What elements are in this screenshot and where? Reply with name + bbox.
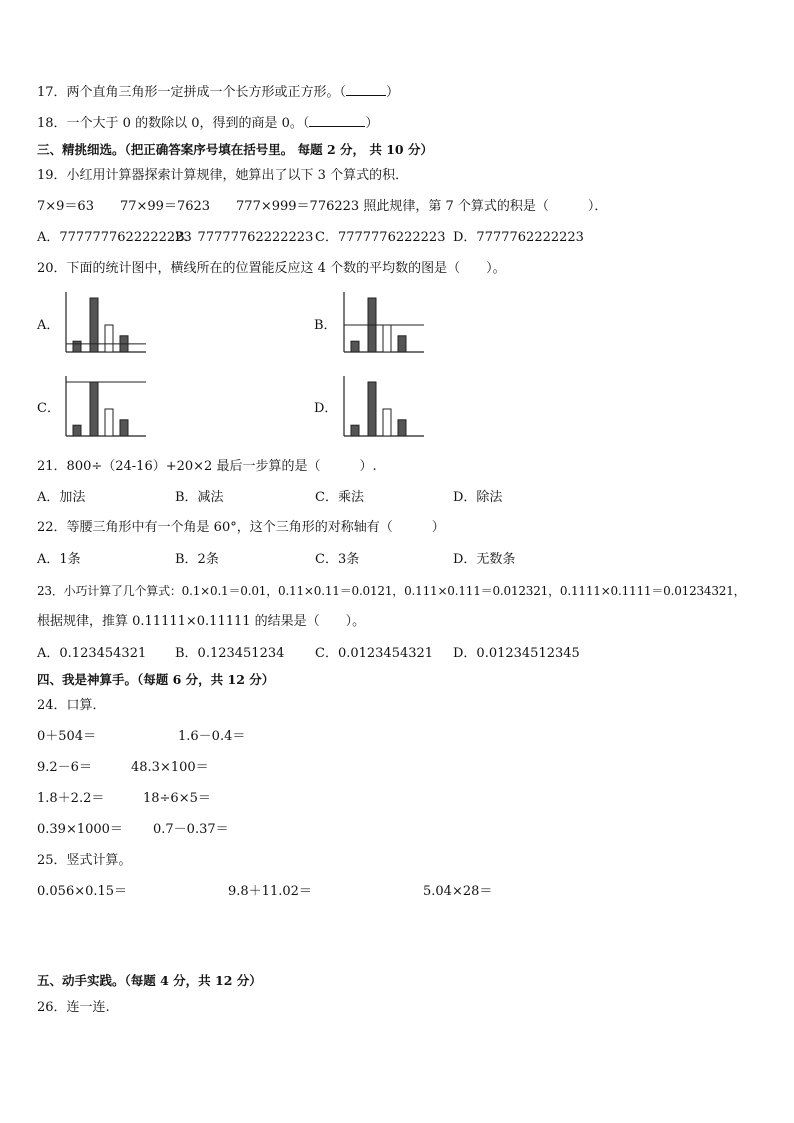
mental-calc-6: 18÷6×5＝ [143,791,211,806]
option-19-d[interactable]: D．7777762222223 [453,230,584,245]
mental-calc-1: 0＋504＝ [37,729,97,744]
vertical-calc-3: 5.04×28＝ [423,884,493,899]
option-22-c[interactable]: C．3条 [315,552,360,567]
bar-a-3 [105,325,113,352]
question-21-stem: 21．800÷（24-16）+20×2 最后一步算的是（ ）. [37,459,377,474]
mental-calc-8: 0.7－0.37＝ [153,822,229,837]
option-21-b[interactable]: B．减法 [175,490,224,505]
bar-a-1 [73,341,81,352]
bar-chart-b[interactable] [340,292,430,358]
mental-calc-3: 9.2－6＝ [37,760,92,775]
option-23-c[interactable]: C．0.0123454321 [315,646,434,661]
answer-blank-18[interactable] [309,115,365,127]
bar-chart-c[interactable] [62,376,152,442]
option-22-b[interactable]: B．2条 [175,552,219,567]
bar-c-3 [105,409,113,436]
section-5-heading: 五、动手实践。（每题 4 分，共 12 分） [37,973,262,988]
question-23-stem: 23．小巧计算了几个算式：0.1×0.1＝0.01，0.11×0.11＝0.0121，0.111×0.111＝0.012321，0.1111×0.1111＝0.01234321， [37,584,746,598]
bar-d-3 [383,409,391,436]
option-21-c[interactable]: C．乘法 [315,490,364,505]
bar-c-1 [73,425,81,436]
bar-b-4 [398,336,406,352]
question-18-text: 18．一个大于 0 的数除以 0，得到的商是 0。（ [37,116,310,131]
question-26-stem: 26．连一连. [37,1000,110,1015]
question-24-stem: 24．口算． [37,698,106,713]
bar-b-1 [351,341,359,352]
mental-calc-5: 1.8＋2.2＝ [37,791,105,806]
mental-calc-2: 1.6－0.4＝ [178,729,246,744]
bar-c-4 [120,420,128,436]
bar-b-3 [383,325,391,352]
bar-d-2 [368,382,376,436]
question-17-text: 17．两个直角三角形一定拼成一个长方形或正方形。（ [37,85,347,100]
chart-label-c[interactable]: C． [37,401,60,416]
question-22-stem: 22．等腰三角形中有一个角是 60°，这个三角形的对称轴有（ ） [37,520,445,535]
chart-label-b[interactable]: B． [314,318,337,333]
option-23-b[interactable]: B．0.123451234 [175,646,285,661]
option-23-a[interactable]: A．0.123454321 [37,646,147,661]
question-25-stem: 25．竖式计算。 [37,853,132,868]
option-19-b[interactable]: B．77777762222223 [175,230,314,245]
option-22-d[interactable]: D．无数条 [453,552,516,567]
mental-calc-7: 0.39×1000＝ [37,822,123,837]
question-20-stem: 20．下面的统计图中，横线所在的位置能反应这 4 个数的平均数的图是（ ）。 [37,261,506,276]
section-4-heading: 四、我是神算手。（每题 6 分，共 12 分） [37,672,275,687]
option-21-a[interactable]: A．加法 [37,490,86,505]
question-17 [37,84,399,101]
question-19-stem: 19．小红用计算器探索计算规律，她算出了以下 3 个算式的积． [37,168,409,183]
bar-chart-a[interactable] [62,292,152,358]
question-18-close: ） [365,116,379,131]
question-19-line2: 7×9＝63 77×99＝7623 777×999＝776223 照此规律，第 7 个算式的积是（ ）． [37,199,608,214]
question-17-close: ） [386,85,400,100]
option-22-a[interactable]: A．1条 [37,552,81,567]
bar-d-4 [398,420,406,436]
bar-c-2 [90,382,98,436]
bar-chart-d[interactable] [340,376,430,442]
answer-blank-17[interactable] [346,84,386,96]
option-23-d[interactable]: D．0.01234512345 [453,646,580,661]
chart-label-a[interactable]: A． [37,318,60,333]
option-19-c[interactable]: C．7777776222223 [315,230,446,245]
option-21-d[interactable]: D．除法 [453,490,503,505]
question-18 [37,115,378,132]
option-19-a[interactable]: A．7777777622222223 [37,230,192,245]
question-23-line2: 根据规律，推算 0.11111×0.11111 的结果是（ ）。 [37,614,366,629]
vertical-calc-1: 0.056×0.15＝ [37,884,128,899]
chart-label-d[interactable]: D． [314,401,338,416]
mental-calc-4: 48.3×100＝ [131,760,209,775]
section-3-heading: 三、精挑细选。（把正确答案序号填在括号里。 每题 2 分， 共 10 分） [37,142,433,157]
bar-d-1 [351,425,359,436]
vertical-calc-2: 9.8＋11.02＝ [228,884,312,899]
